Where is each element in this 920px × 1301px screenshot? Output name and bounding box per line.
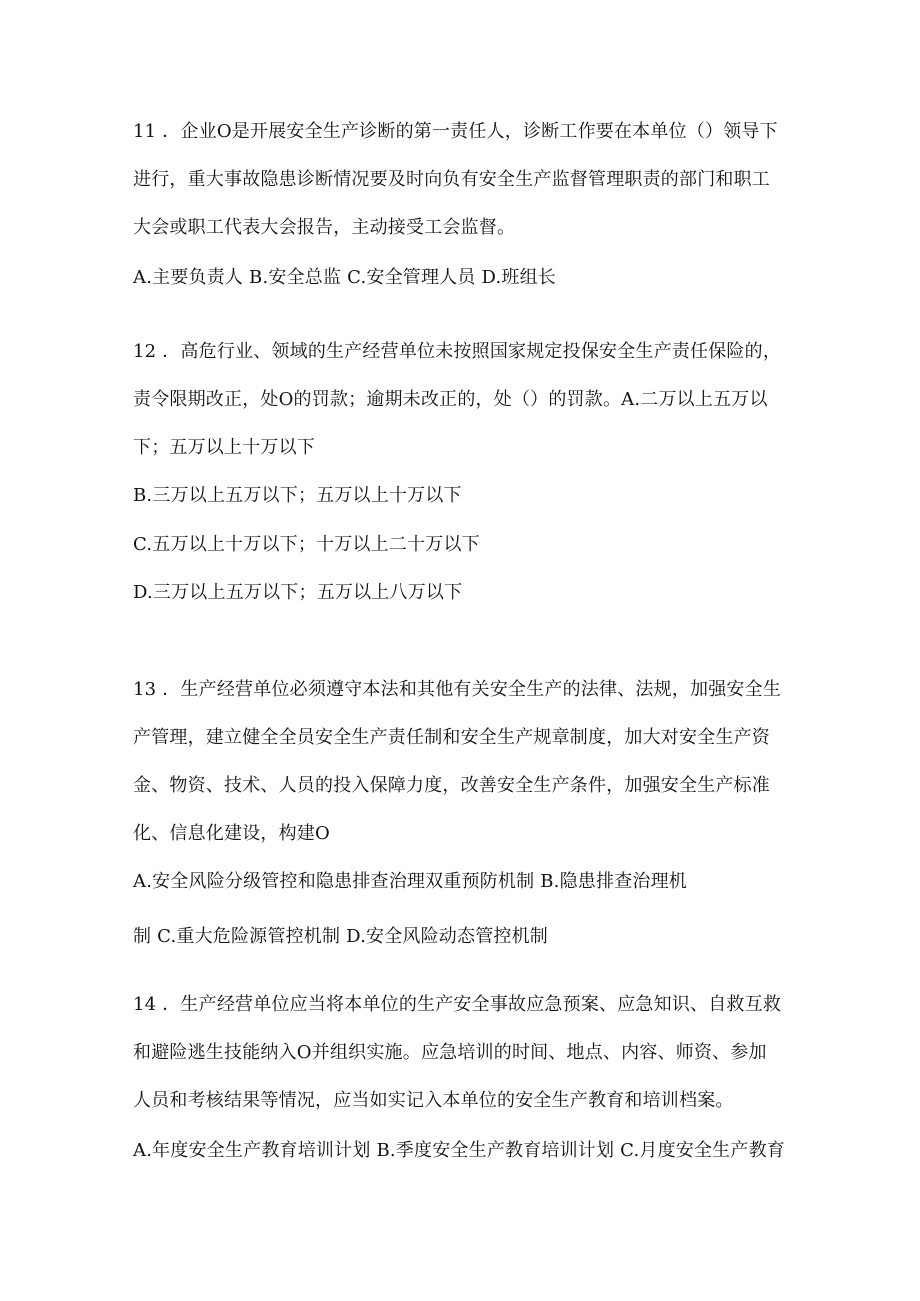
q12-option-b: B.三万以上五万以下；五万以上十万以下 — [133, 485, 462, 506]
q13-line-4: 化、信息化建设，构建O — [133, 823, 330, 844]
q12-line-3: 下；五万以上十万以下 — [133, 437, 315, 458]
q13-line-1: 13 ．生产经营单位必须遵守本法和其他有关安全生产的法律、法规，加强安全生 — [133, 679, 782, 700]
q11-line-2: 进行，重大事故隐患诊断情况要及时向负有安全生产监督管理职责的部门和职工 — [133, 169, 770, 190]
q14-options: A.年度安全生产教育培训计划 B.季度安全生产教育培训计划 C.月度安全生产教育 — [133, 1140, 785, 1161]
q13-line-2: 产管理，建立健全全员安全生产责任制和安全生产规章制度，加大对安全生产资 — [133, 727, 770, 748]
q13-options-2: 制 C.重大危险源管控机制 D.安全风险动态管控机制 — [133, 926, 549, 947]
q14-line-1: 14 ．生产经营单位应当将本单位的生产安全事故应急预案、应急知识、自救互救 — [133, 994, 782, 1015]
q11-line-1: 11 ．企业O是开展安全生产诊断的第一责任人，诊断工作要在本单位（）领导下 — [133, 121, 778, 142]
q11-line-3: 大会或职工代表大会报告，主动接受工会监督。 — [133, 217, 516, 238]
q12-option-c: C.五万以上十万以下；十万以上二十万以下 — [133, 534, 480, 555]
q12-option-d: D.三万以上五万以下；五万以上八万以下 — [133, 582, 463, 603]
q13-options-1: A.安全风险分级管控和隐患排查治理双重预防机制 B.隐患排查治理机 — [133, 871, 687, 892]
q13-line-3: 金、物资、技术、人员的投入保障力度，改善安全生产条件，加强安全生产标准 — [133, 775, 770, 796]
q14-line-2: 和避险逃生技能纳入O并组织实施。应急培训的时间、地点、内容、师资、参加 — [133, 1042, 767, 1063]
q14-line-3: 人员和考核结果等情况，应当如实记入本单位的安全生产教育和培训档案。 — [133, 1090, 734, 1111]
q12-line-2: 责令限期改正，处O的罚款；逾期未改正的，处（）的罚款。A.二万以上五万以 — [133, 389, 768, 410]
q12-line-1: 12 ．高危行业、领域的生产经营单位未按照国家规定投保安全生产责任保险的， — [133, 341, 782, 362]
q11-options: A.主要负责人 B.安全总监 C.安全管理人员 D.班组长 — [133, 267, 556, 288]
